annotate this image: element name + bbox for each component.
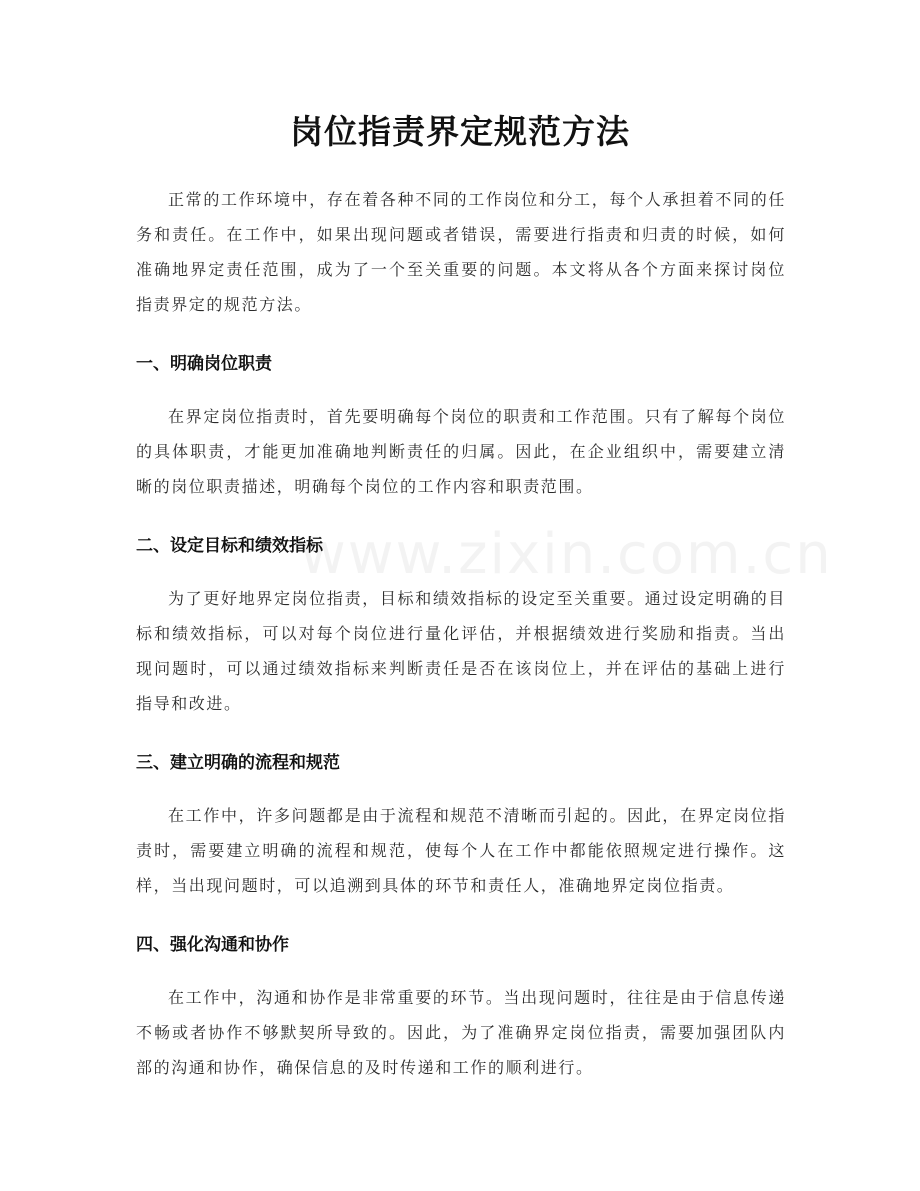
watermark: www.zixin.com.cn [300, 522, 833, 587]
document-body [136, 182, 833, 1085]
intro-paragraph: 正常的工作环境中，存在着各种不同的工作岗位和分工，每个人承担着不同的任务和责任。在工作中，如果出现问题或者错误，需要进行指责和归责的时候，如何准确地界定责任范围，成为了一个至关重要的问题。本文将从各个方面来探讨岗位指责界定的规范方法。 [136, 190, 786, 314]
section-heading: 四、强化沟通和协作 [136, 935, 289, 955]
section-heading: 三、建立明确的流程和规范 [136, 753, 340, 773]
section-heading: 二、设定目标和绩效指标 [136, 536, 323, 556]
section-paragraph: 在工作中，许多问题都是由于流程和规范不清晰而引起的。因此，在界定岗位指责时，需要建立明确的流程和规范，使每个人在工作中都能依照规定进行操作。这样，当出现问题时，可以追溯到具体的环节和责任人，准确地界定岗位指责。 [136, 806, 786, 895]
document-title: 岗位指责界定规范方法 [290, 112, 630, 151]
section-paragraph: 在界定岗位指责时，首先要明确每个岗位的职责和工作范围。只有了解每个岗位的具体职责，才能更加准确地判断责任的归属。因此，在企业组织中，需要建立清晰的岗位职责描述，明确每个岗位的工作内容和职责范围。 [136, 407, 786, 496]
section-paragraph: 在工作中，沟通和协作是非常重要的环节。当出现问题时，往往是由于信息传递不畅或者协作不够默契所导致的。因此，为了准确界定岗位指责，需要加强团队内部的沟通和协作，确保信息的及时传递和工作的顺利进行。 [136, 988, 786, 1077]
section-paragraph: 为了更好地界定岗位指责，目标和绩效指标的设定至关重要。通过设定明确的目标和绩效指标，可以对每个岗位进行量化评估，并根据绩效进行奖励和指责。当出现问题时，可以通过绩效指标来判断责任是否在该岗位上，并在评估的基础上进行指导和改进。 [136, 589, 786, 713]
section-heading: 一、明确岗位职责 [136, 354, 272, 374]
